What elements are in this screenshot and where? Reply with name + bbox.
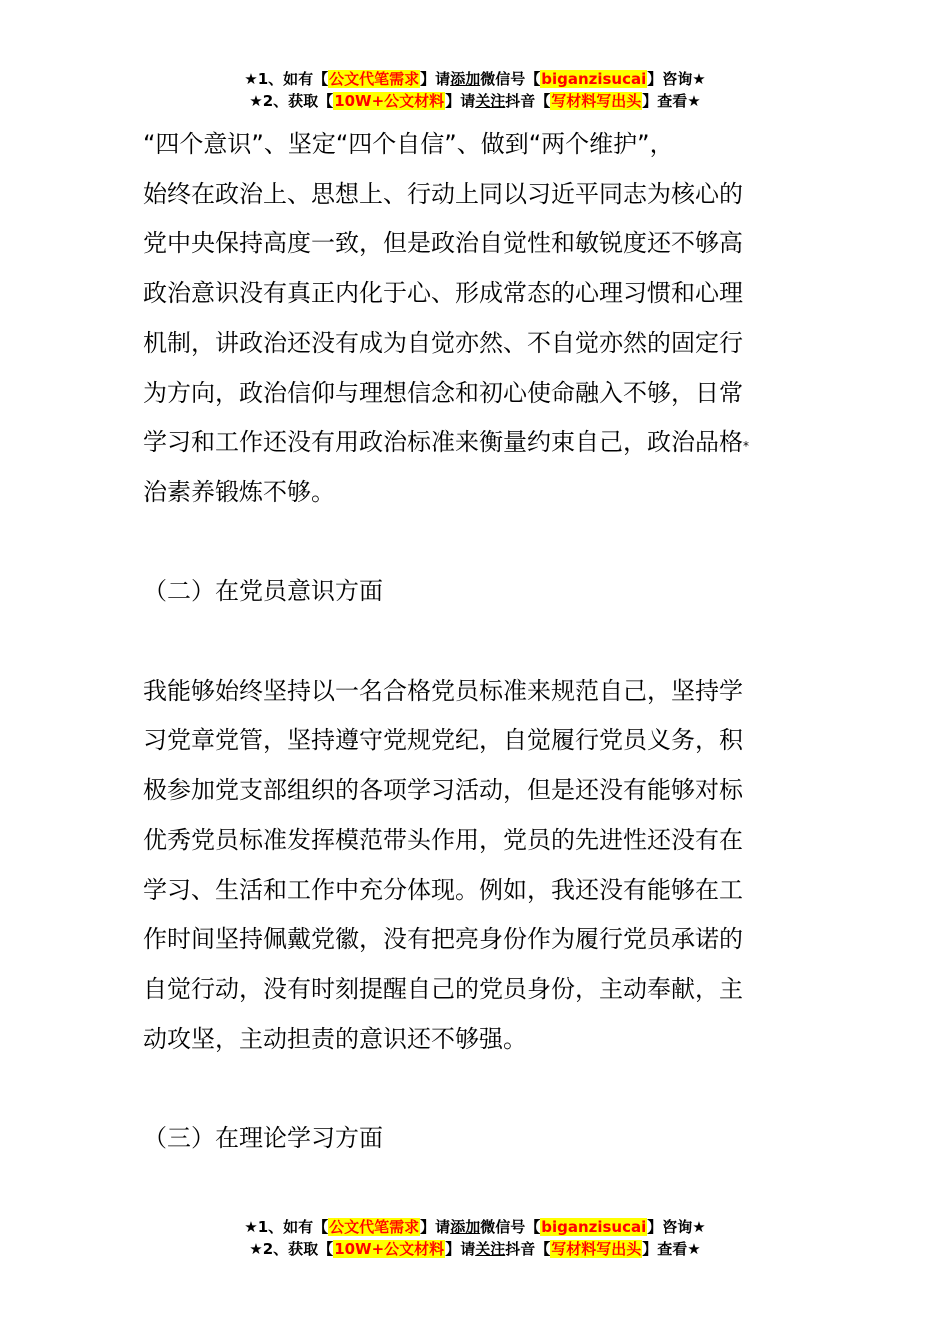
paragraph-line: 为方向，政治信仰与理想信念和初心使命融入不够，日常	[143, 378, 743, 407]
header-banner	[0, 68, 950, 112]
paragraph-line: 始终在政治上、思想上、行动上同以习近平同志为核心的	[143, 179, 743, 208]
highlight-service: 公文代笔需求	[329, 1218, 420, 1236]
paragraph-line: 政治意识没有真正内化于心、形成常态的心理习惯和心理	[143, 279, 743, 308]
paragraph-line: 自觉行动，没有时刻提醒自己的党员身份，主动奉献，主	[143, 974, 743, 1003]
star-icon: ★	[244, 70, 258, 88]
footnote-mark: *	[743, 439, 749, 454]
paragraph-line: 极参加党支部组织的各项学习活动，但是还没有能够对标	[143, 776, 743, 805]
section-heading: （二）在党员意识方面	[143, 577, 383, 606]
star-icon: ★	[249, 1240, 263, 1258]
document-body	[143, 120, 811, 1164]
paragraph-line: 习党章党管，坚持遵守党规党纪，自觉履行党员义务，积	[143, 726, 743, 755]
banner-line-2: ★2、获取【10W+公文材料】请关注抖音【写材料写出头】查看★	[249, 1240, 701, 1258]
paragraph-line: 机制，讲政治还没有成为自觉亦然、不自觉亦然的固定行	[143, 328, 743, 357]
paragraph-line: 优秀党员标准发挥模范带头作用，党员的先进性还没有在	[143, 825, 743, 854]
paragraph-line: 治素养锻炼不够。	[143, 477, 335, 506]
paragraph-line: 学习、生活和工作中充分体现。例如，我还没有能够在工	[143, 875, 743, 904]
paragraph-line: 学习和工作还没有用政治标准来衡量约束自己，政治品格*	[143, 428, 749, 457]
banner-line-1: ★1、如有【公文代笔需求】请添加微信号【biganzisucai】咨询★	[244, 1218, 706, 1236]
star-icon: ★	[249, 92, 263, 110]
highlight-wechat-id: biganzisucai	[541, 70, 647, 88]
paragraph-line: 作时间坚持佩戴党徽，没有把亮身份作为履行党员承诺的	[143, 925, 743, 954]
paragraph-line: 党中央保持高度一致，但是政治自觉性和敏锐度还不够高	[143, 229, 743, 258]
highlight-service: 公文代笔需求	[329, 70, 420, 88]
highlight-douyin: 写材料写出头	[551, 92, 642, 110]
highlight-douyin: 写材料写出头	[551, 1240, 642, 1258]
highlight-materials: 10W+公文材料	[334, 1240, 445, 1258]
footer-banner	[0, 1216, 950, 1260]
star-icon: ★	[244, 1218, 258, 1236]
paragraph-line: 动攻坚，主动担责的意识还不够强。	[143, 1024, 527, 1053]
paragraph-line: 我能够始终坚持以一名合格党员标准来规范自己，坚持学	[143, 676, 743, 705]
paragraph-line: “四个意识”、坚定“四个自信”、做到“两个维护”，	[143, 130, 674, 158]
banner-line-2: ★2、获取【10W+公文材料】请关注抖音【写材料写出头】查看★	[249, 92, 701, 110]
banner-line-1: ★1、如有【公文代笔需求】请添加微信号【biganzisucai】咨询★	[244, 70, 706, 88]
section-heading: （三）在理论学习方面	[143, 1124, 383, 1153]
highlight-materials: 10W+公文材料	[334, 92, 445, 110]
highlight-wechat-id: biganzisucai	[541, 1218, 647, 1236]
